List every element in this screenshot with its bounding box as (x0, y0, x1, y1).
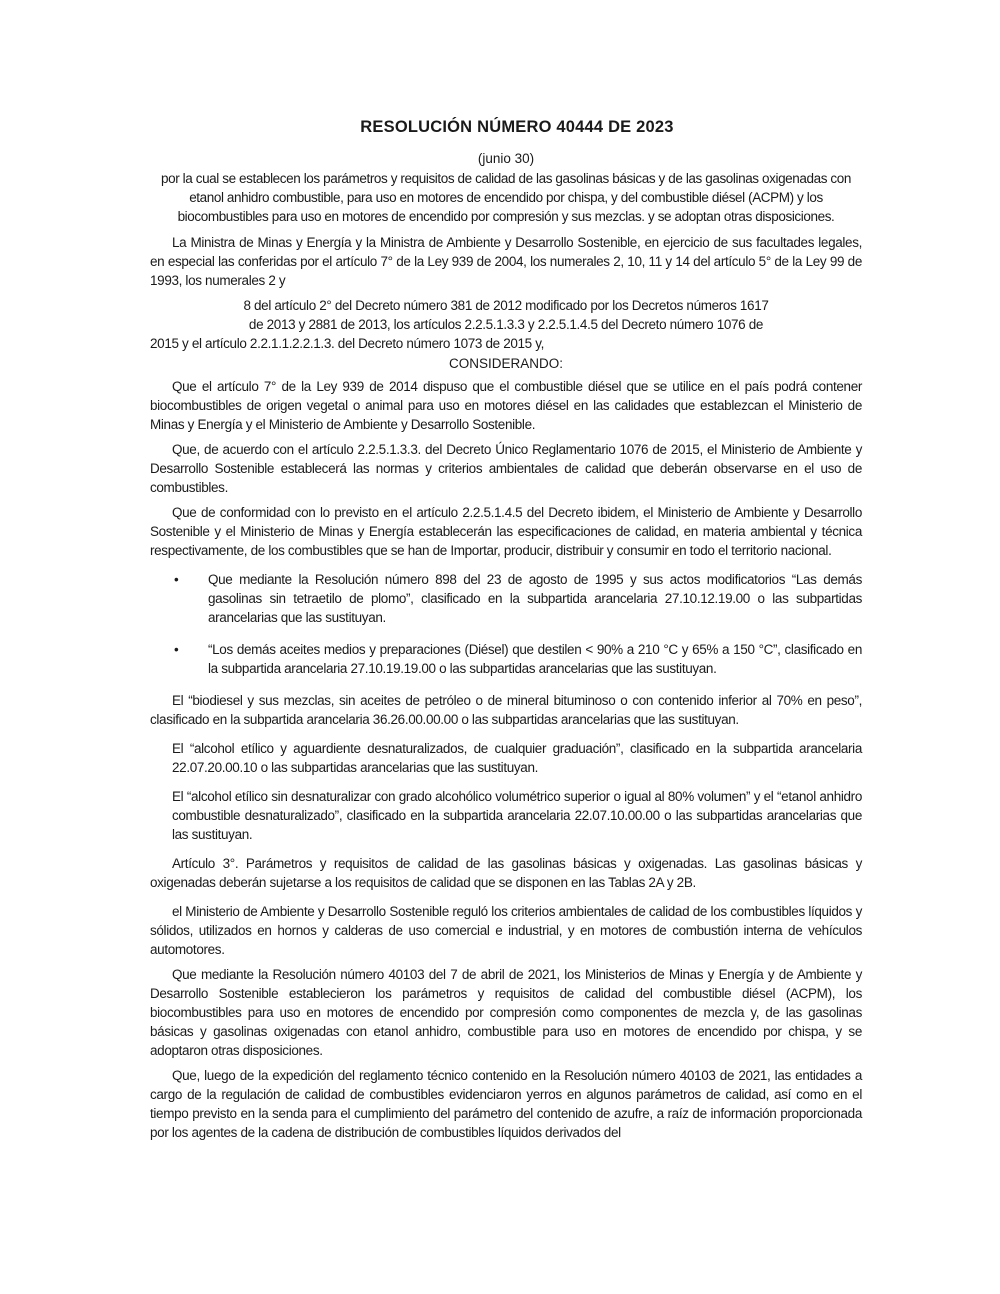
article-3-paragraph: Artículo 3°. Parámetros y requisitos de calidad de las gasolinas básicas y oxigenadas. Las gasolinas básicas y oxigenadas deberán sujetarse a los requisitos de calidad que se disponen en las Tablas 2A y 2B. (150, 856, 862, 890)
preamble-line: 8 del artículo 2° del Decreto número 381 de 2012 modificado por los Decretos números 1617 (243, 298, 769, 313)
resolution-date: (junio 30) (477, 151, 535, 166)
recital-paragraph: Que de conformidad con lo previsto en el artículo 2.2.5.1.4.5 del Decreto ibidem, el Ministerio de Ambiente y Desarrollo Sostenible y el Ministerio de Minas y Energía establecerán las especificaciones de calidad, en materia ambiental y técnica respectivamente, de los combustibles que se han de Importar, producir, distribuir y consumir en todo el territorio nacional. (150, 505, 862, 558)
bullet-icon: • (174, 572, 179, 587)
preamble-line: de 2013 y 2881 de 2013, los artículos 2.2.5.1.3.3 y 2.2.5.1.4.5 del Decreto número 1076 de (248, 317, 764, 332)
bullet-list (150, 570, 862, 678)
closing-paragraph: el Ministerio de Ambiente y Desarrollo Sostenible reguló los criterios ambientales de calidad de los combustibles líquidos y sólidos, utilizados en hornos y calderas de uso comercial e industrial, y en motores de combustión interna de vehículos automotores. (150, 904, 862, 957)
considerando-heading: CONSIDERANDO: (448, 356, 563, 371)
closing-paragraph: Que mediante la Resolución número 40103 del 7 de abril de 2021, los Ministerios de Minas y Energía y de Ambiente y Desarrollo Sostenible establecieron los parámetros y requisitos de calidad del combustible diésel (ACPM), los biocombustibles para uso en motores de encendido por compresión como componentes de mezcla y, de las gasolinas básicas y gasolinas oxigenadas con etanol anhidro, combustible para uso en motores de encendido por chispa, y se adoptaron otras disposiciones. (150, 967, 862, 1058)
resolution-subtitle: por la cual se establecen los parámetros y requisitos de calidad de las gasolinas básicas y de las gasolinas oxigenadas con etanol anhidro combustible, para uso en motores de encendido por chispa, y del combustible diésel (ACPM) y los biocombustibles para uso en motores de encendido por compresión y sus mezclas. y se adoptan otras disposiciones. (161, 171, 851, 224)
resolution-title: RESOLUCIÓN NÚMERO 40444 DE 2023 (360, 118, 674, 136)
tariff-item-paragraph: El “alcohol etílico sin desnaturalizar con grado alcohólico volumétrico superior o igual al 80% volumen” y el “etanol anhidro combustible desnaturalizado”, clasificado en la subpartida arancelaria 22.07.10.00.00 o las subpartidas arancelarias que las sustituyan. (172, 789, 862, 842)
preamble-paragraph: La Ministra de Minas y Energía y la Ministra de Ambiente y Desarrollo Sostenible, en ejercicio de sus facultades legales, en especial las conferidas por el artículo 7° de la Ley 939 de 2004, los numerales 2, 10, 11 y 14 del artículo 5° de la Ley 99 de 1993, los numerales 2 y (150, 235, 862, 288)
tariff-item-paragraph: El “alcohol etílico y aguardiente desnaturalizados, de cualquier graduación”, clasificado en la subpartida arancelaria 22.07.20.00.10 o las subpartidas arancelarias que las sustituyan. (172, 741, 862, 775)
bullet-item (150, 640, 862, 678)
bullet-text: Que mediante la Resolución número 898 del 23 de agosto de 1995 y sus actos modificatorios “Las demás gasolinas sin tetraetilo de plomo”, clasificado en la subpartida arancelaria 27.10.12.19.00 o las subpartidas arancelarias que las sustituyan. (208, 572, 862, 625)
bullet-text: “Los demás aceites medios y preparaciones (Diésel) que destilen < 90% a 210 °C y 65% a 150 °C”, clasificado en la subpartida arancelaria 27.10.19.19.00 o las subpartidas arancelarias que las sustituyan. (208, 642, 862, 676)
recital-paragraph: Que, de acuerdo con el artículo 2.2.5.1.3.3. del Decreto Único Reglamentario 1076 de 2015, el Ministerio de Ambiente y Desarrollo Sostenible establecerá las normas y criterios ambientales de calidad que deberán observarse en el uso de combustibles. (150, 442, 862, 495)
recital-paragraph: Que el artículo 7° de la Ley 939 de 2014 dispuso que el combustible diésel que se utilice en el país podrá contener biocombustibles de origen vegetal o animal para uso en motores diésel en las calidades que establezcan el Ministerio de Minas y Energía y el Ministerio de Ambiente y Desarrollo Sostenible. (150, 379, 862, 432)
resolution-page (150, 118, 862, 1148)
preamble-line: 2015 y el artículo 2.2.1.1.2.2.1.3. del Decreto número 1073 de 2015 y, (150, 336, 545, 351)
bullet-icon: • (174, 642, 179, 657)
closing-paragraph: Que, luego de la expedición del reglamento técnico contenido en la Resolución número 40103 de 2021, las entidades a cargo de la regulación de calidad de combustibles evidenciaron yerros en algunos parámetros de calidad, así como en el tiempo previsto en la senda para el cumplimiento del parámetro del contenido de azufre, a raíz de información proporcionada por los agentes de la cadena de distribución de combustibles líquidos derivados del (150, 1068, 862, 1140)
tariff-item-paragraph: El “biodiesel y sus mezclas, sin aceites de petróleo o de mineral bituminoso o con contenido inferior al 70% en peso”, clasificado en la subpartida arancelaria 36.26.00.00.00 o las subpartidas arancelarias que las sustituyan. (150, 693, 862, 727)
bullet-item (150, 570, 862, 627)
